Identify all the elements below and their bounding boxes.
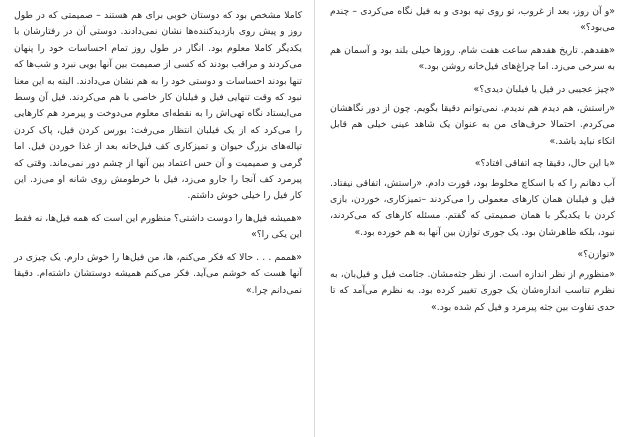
right-paragraph-6: آب دهانم را که با اسکاچ مخلوط بود، قورت دادم. «راستش، اتفاقی نیفتاد. فیل و فیلبان همان کارهای معمولی را می‌کردند –تمیزکاری، خوردن، بازی کردن با یکدیگر با همان صمیمتی که گفتم. مسئله کارهای که می‌کردند، نبود، بلکه ظاهرشان بود. یک جوری توازن بین آنها به هم خورده بود.» xyxy=(330,177,615,238)
page-gutter xyxy=(314,0,315,437)
right-paragraph-2: «هفدهم. تاریخ هفدهم ساعت هفت شام. روزها خیلی بلند بود و آسمان هم به سرخی می‌زد. اما چراغ‌های فیل‌خانه روشن بود.» xyxy=(330,44,615,73)
left-paragraph-2: «همیشه فیل‌ها را دوست داشتی؟ منظورم این است که همه فیل‌ها، نه فقط این یکی را؟» xyxy=(14,212,302,241)
right-paragraph-7: «توازن؟» xyxy=(577,249,615,261)
right-paragraph-1: «و آن روز، بعد از غروب، تو روی تپه بودی و به فیل نگاه می‌کردی – چندم می‌بود؟» xyxy=(330,6,615,34)
left-paragraph-1: کاملا مشخص بود که دوستان خوبی برای هم هستند – صمیمتی که در طول روز و پیش روی بازدیدکننده‌ها نشان نمی‌دادند. دوستی آن در رفتارشان با یکدیگر کاملا معلوم بود. انگار در طول روز تمام احساسات خود را پنهان می‌کردند و مراقب بودند که کسی از صمیمت بین آنها بویی نبرد و شب‌ها که تنها بودند احساسات و دوستی خود را به هم نشان می‌دادند. البته به این معنا نبود که وقت تنهایی فیل و فیلبان کار خاصی با هم می‌کردند. فیل آن وسط می‌ایستاد نگاه تهی‌اش را به نقطه‌ای معلوم می‌دوخت و پیرمرد هم کارهایی را می‌کرد که از یک فیلبان انتظار می‌رفت: بورس کردن فیل، پاک کردن تپاله‌های بزرگ حیوان و تمیزکاری کف فیل‌خانه بعد از غذا خوردن فیل. اما گرمی و صمیمیت و آن حس اعتماد بین آنها از چشم دور نمی‌ماند. وقتی که پیرمرد کف آنجا را جارو می‌زد، فیل با خرطومش روی شانه او می‌زد. این کار فیل را خیلی خوش داشتم. xyxy=(14,10,302,202)
right-paragraph-3: «چیز عجیبی در فیل یا فیلبان دیدی؟» xyxy=(473,83,615,95)
right-page xyxy=(330,4,615,322)
left-page xyxy=(14,8,302,305)
right-paragraph-5: «با این حال، دقیقا چه اتفاقی افتاد؟» xyxy=(474,158,615,170)
right-paragraph-4: «راستش، هم دیدم هم ندیدم. نمی‌توانم دقیقا بگویم. چون از دور نگاهشان می‌کردم. احتمالا حرف‌های من به عنوان یک شاهد عینی خیلی هم قابل اتکاء نباید باشد.» xyxy=(330,103,615,147)
left-paragraph-3: «هممم . . . حالا که فکر می‌کنم، ها، من فیل‌ها را خوش دارم. یک چیزی در آنها هست که خوشم می‌آید. فکر می‌کنم همیشه دوستشان داشته‌ام. دقیقا نمی‌دانم چرا.» xyxy=(14,251,302,296)
right-paragraph-8: «منظورم از نظر اندازه است. از نظر جثه‌مشان. جثامت فیل و فیل‌بان، به نظرم تناسب اندازه‌شان یک جوری تغییر کرده بود. به نظرم می‌آمد که تا حدی تفاوت بین جثه پیرمرد و فیل کم شده بود.» xyxy=(330,268,615,313)
